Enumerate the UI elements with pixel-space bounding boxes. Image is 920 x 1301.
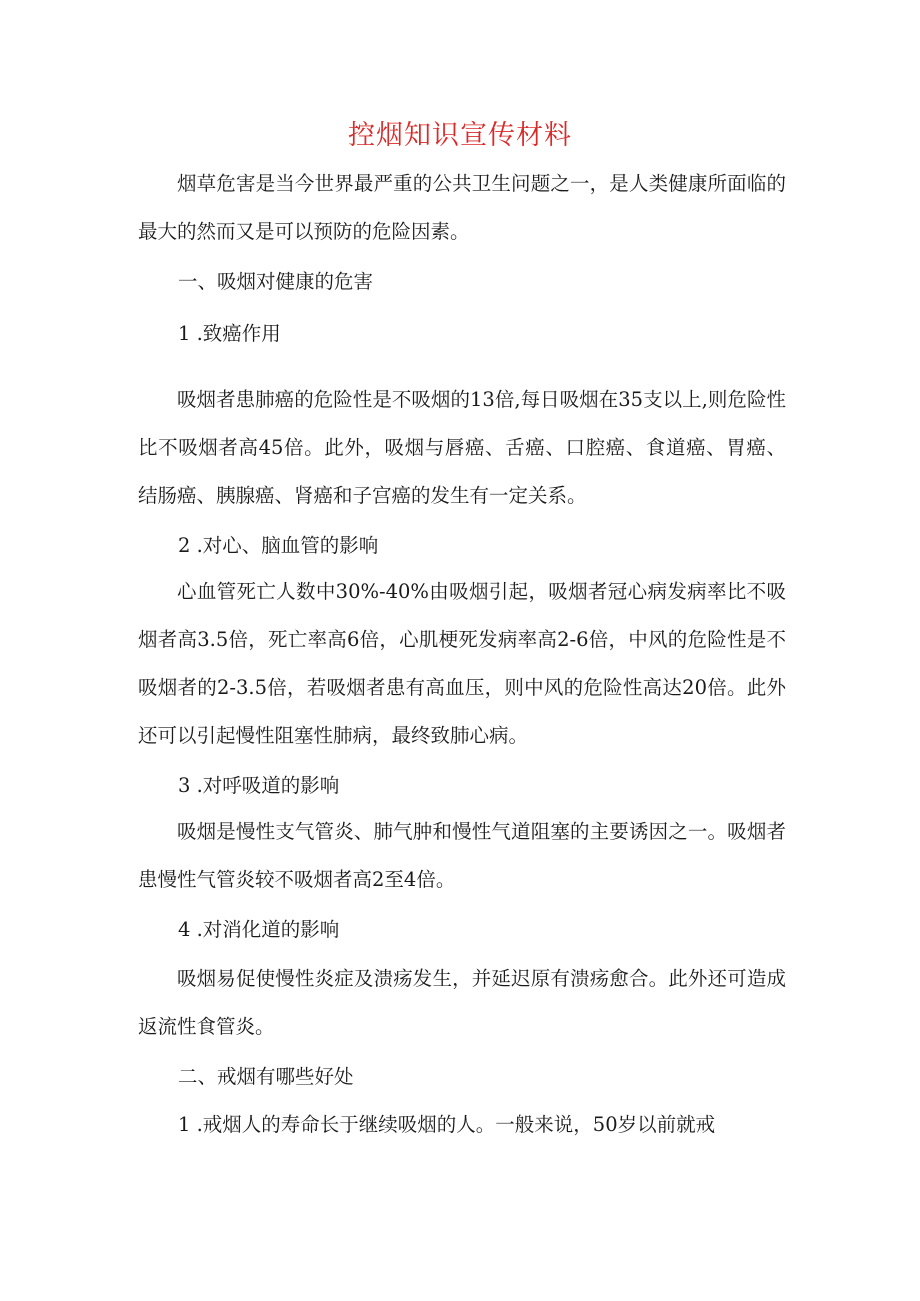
intro-paragraph xyxy=(138,160,786,256)
paragraph-respiratory xyxy=(138,808,786,904)
subheading-cardiovascular: 2 .对心、脑血管的影响 xyxy=(178,534,379,557)
paragraph-cardiovascular-text: 心血管死亡人数中30%-40%由吸烟引起，吸烟者冠心病发病率比不吸烟者高3.5倍，死亡率高6倍，心肌梗死发病率高2-6倍，中风的危险性是不吸烟者的2-3.5倍，若吸烟者患有高血压，则中风的危险性高达20倍。此外还可以引起慢性阻塞性肺病，最终致肺心病。 xyxy=(138,580,786,747)
subheading-carcinogenic: 1 .致癌作用 xyxy=(178,322,281,345)
paragraph-digestive xyxy=(138,955,786,1051)
paragraph-lifespan: 1 .戒烟人的寿命长于继续吸烟的人。一般来说，50岁以前就戒 xyxy=(178,1113,716,1136)
paragraph-cardiovascular xyxy=(138,568,786,760)
subheading-digestive: 4 .对消化道的影响 xyxy=(178,918,340,941)
document-title: 控烟知识宣传材料 xyxy=(348,120,572,151)
paragraph-respiratory-text: 吸烟是慢性支气管炎、肺气肿和慢性气道阻塞的主要诱因之一。吸烟者患慢性气管炎较不吸烟者高2至4倍。 xyxy=(138,820,786,891)
paragraph-digestive-text: 吸烟易促使慢性炎症及溃疡发生，并延迟原有溃疡愈合。此外还可造成返流性食管炎。 xyxy=(138,967,786,1038)
section-heading-health-hazards: 一、吸烟对健康的危害 xyxy=(178,270,374,293)
subheading-respiratory: 3 .对呼吸道的影响 xyxy=(178,774,340,797)
paragraph-carcinogenic xyxy=(138,376,786,520)
paragraph-carcinogenic-text: 吸烟者患肺癌的危险性是不吸烟的13倍,每日吸烟在35支以上,则危险性比不吸烟者高45倍。此外，吸烟与唇癌、舌癌、口腔癌、食道癌、胃癌、结肠癌、胰腺癌、肾癌和子宫癌的发生有一定关系。 xyxy=(138,388,786,507)
intro-text: 烟草危害是当今世界最严重的公共卫生问题之一，是人类健康所面临的最大的然而又是可以预防的危险因素。 xyxy=(138,172,786,243)
section-heading-quitting-benefits: 二、戒烟有哪些好处 xyxy=(178,1065,354,1088)
